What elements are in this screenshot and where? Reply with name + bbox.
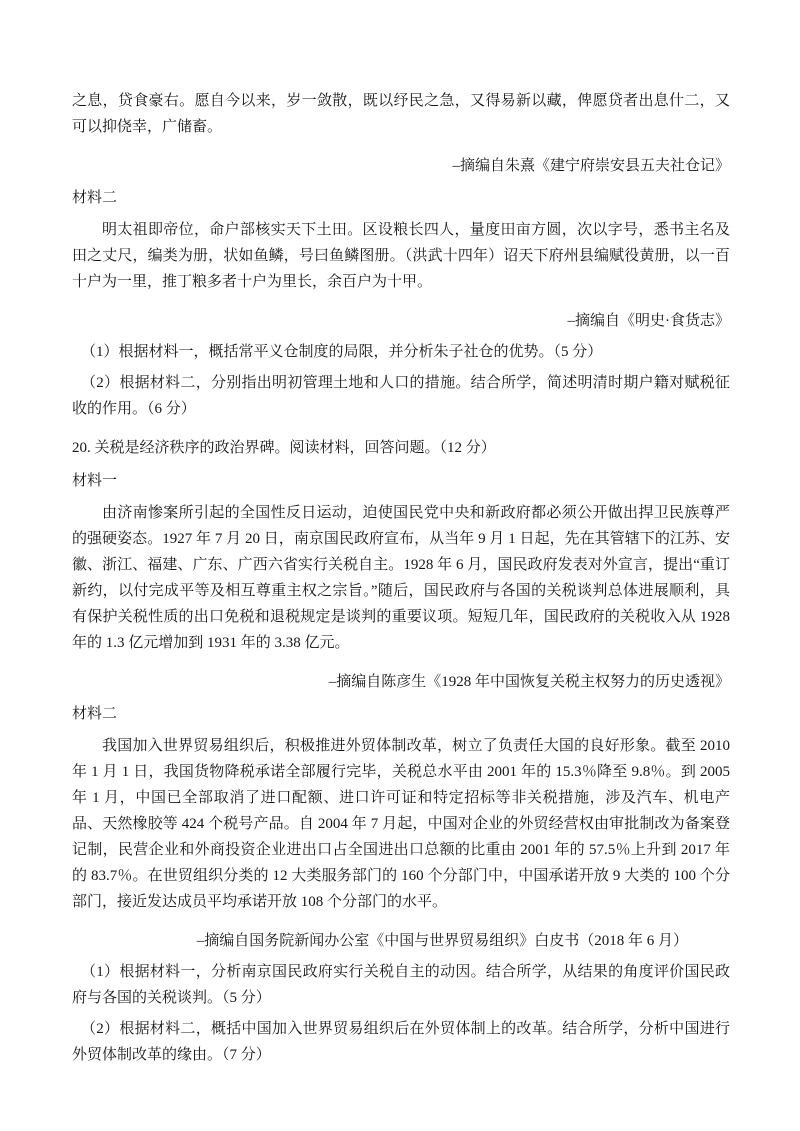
material-paragraph: 明太祖即帝位，命户部核实天下土田。区设粮长四人，量度田亩方圆，次以字号，悉书主名及田之丈尺，编类为册，状如鱼鳞，号曰鱼鳞图册。（洪武十四年）诏天下府州县编赋役黄册，以一百十户为一里，推丁粮多者十户为里长，余百户为十甲。 [72, 222, 730, 290]
source-attribution: –摘编自《明史·食货志》 [567, 313, 730, 329]
material-label: 材料二 [72, 706, 118, 722]
source-attribution: –摘编自朱熹《建宁府崇安县五夫社仓记》 [452, 158, 730, 174]
question-item: （2）根据材料二，概括中国加入世界贸易组织后在外贸体制上的改革。结合所学，分析中国进行外贸体制改革的缘由。（7 分） [72, 1021, 730, 1063]
question-item: （2）根据材料二，分别指出明初管理土地和人口的措施。结合所学，简述明清时期户籍对赋税征收的作用。（6 分） [72, 375, 730, 417]
material-label: 材料二 [72, 190, 118, 206]
material-paragraph: 由济南惨案所引起的全国性反日运动，迫使国民党中央和新政府都必须公开做出捍卫民族尊严的强硬姿态。1927 年 7 月 20 日，南京国民政府宣布，从当年 9 月 1 日起，先在其管辖下的江苏、安徽、浙江、福建、广东、广西六省实行关税自主。1928 年 6 月，国民政府发表对外宣言，提出“重订新约，以付完成平等及相互尊重主权之宗旨。”随后，国民政府与各国的关税谈判总体进展顺利，具有保护关税性质的出口免税和退税规定是谈判的重要议项。短短几年，国民政府的关税收入从 1928 年的 1.3 亿元增加到 1931 年的 3.38 亿元。 [72, 505, 730, 651]
question-heading: 20. 关税是经济秩序的政治界碑。阅读材料，回答问题。（12 分） [72, 440, 496, 456]
material-paragraph: 我国加入世界贸易组织后，积极推进外贸体制改革，树立了负责任大国的良好形象。截至 2010 年 1 月 1 日，我国货物降税承诺全部履行完毕，关税总水平由 2001 年的 15.3％降至 9.8％。到 2005 年 1 月，中国已全部取消了进口配额、进口许可证和特定招标等非关税措施，涉及汽车、机电产品、天然橡胶等 424 个税号产品。自 2004 年 7 月起，中国对企业的外贸经营权由审批制改为备案登记制，民营企业和外商投资企业进出口占全国进出口总额的比重由 2001 年的 57.5％上升到 2017 年的 83.7％。在世贸组织分类的 12 大类服务部门的 160 个分部门中，中国承诺开放 9 大类的 100 个分部门，接近发达成员平均承诺开放 108 个分部门的水平。 [72, 738, 730, 910]
material-label: 材料一 [72, 473, 118, 489]
continued-paragraph: 之息，贷食豪右。愿自今以来，岁一敛散，既以纾民之急，又得易新以藏，俾愿贷者出息什二，又可以抑侥幸，广储畜。 [72, 93, 730, 135]
question-item: （1）根据材料一，分析南京国民政府实行关税自主的动因。结合所学，从结果的角度评价国民政府与各国的关税谈判。（5 分） [72, 964, 730, 1006]
question-item: （1）根据材料一，概括常平义仓制度的局限，并分析朱子社仓的优势。（5 分） [81, 344, 603, 360]
source-attribution: –摘编自国务院新闻办公室《中国与世界贸易组织》白皮书（2018 年 6 月） [196, 933, 688, 949]
source-attribution: –摘编自陈彦生《1928 年中国恢复关税主权努力的历史透视》 [328, 674, 730, 690]
